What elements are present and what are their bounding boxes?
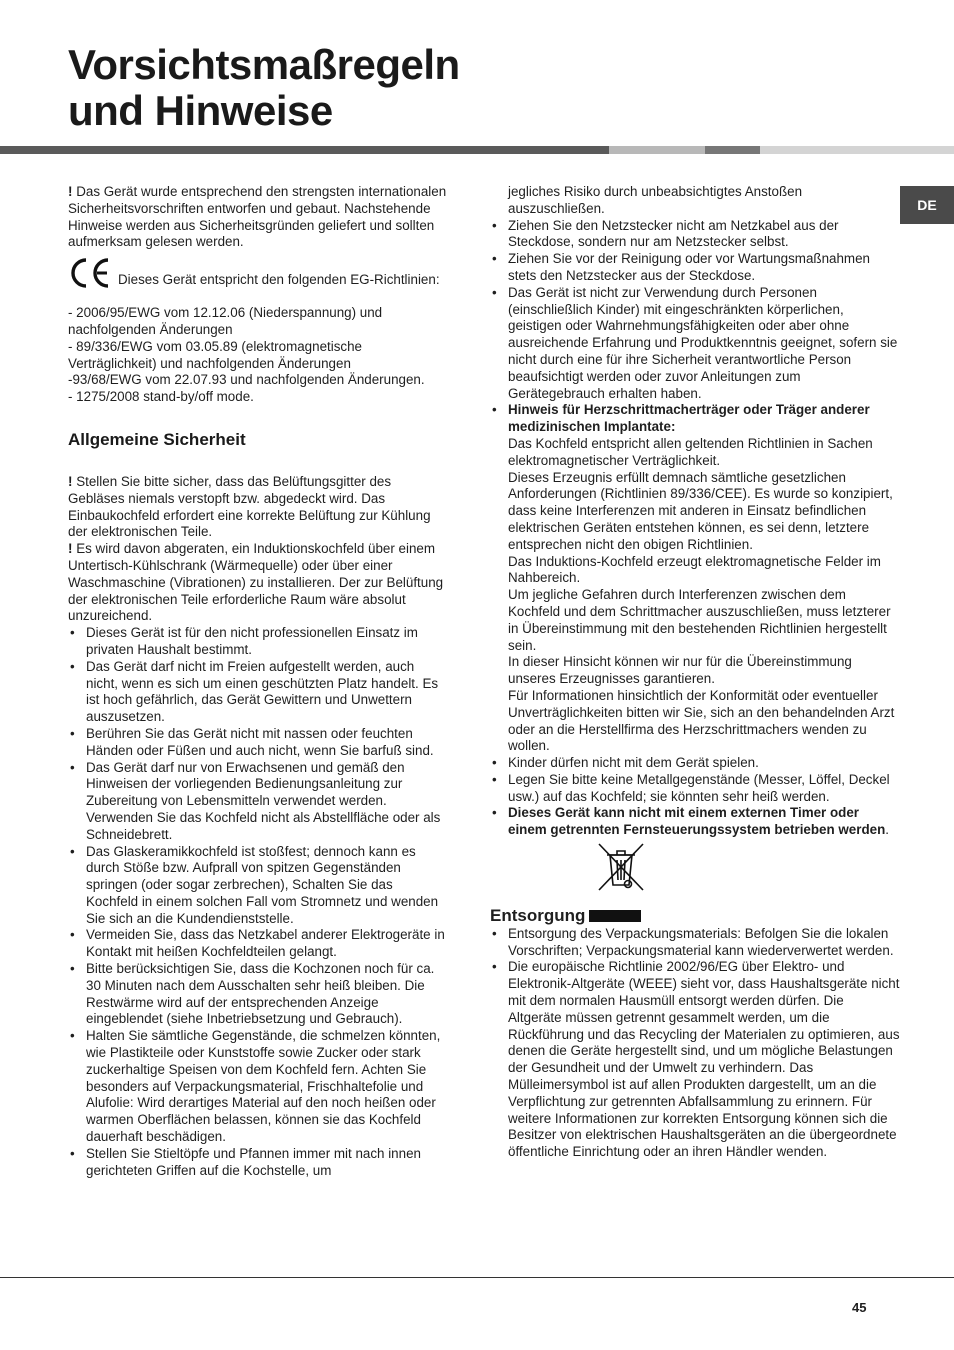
list-item: • Kinder dürfen nicht mit dem Gerät spielen. — [490, 755, 900, 772]
page-title — [68, 42, 460, 134]
list-item: • Ziehen Sie den Netzstecker nicht am Netzkabel aus der Steckdose, sondern nur am Netzstecker selbst. — [490, 218, 900, 252]
list-item: • Vermeiden Sie, dass das Netzkabel anderer Elektrogeräte in Kontakt mit heißen Kochfeldteilen gelangt. — [68, 927, 448, 961]
directive-4: - 1275/2008 stand-by/off mode. — [68, 389, 254, 405]
list-item: • Das Glaskeramikkochfeld ist stoßfest; dennoch kann es durch Stöße bzw. Aufprall von spitzen Gegenständen springen (oder sogar zerbrechen), Schalten Sie das Kochfeld in einem solchen Fall vom Stromnetz und wenden Sie sich an die Kundendienststelle. — [68, 844, 448, 928]
section-heading-safety: Allgemeine Sicherheit — [68, 429, 246, 449]
list-item: • Ziehen Sie vor der Reinigung oder vor Wartungsmaßnahmen stets den Netzstecker aus der Steckdose. — [490, 251, 900, 285]
ce-mark-icon — [68, 257, 112, 289]
section-heading-disposal: Entsorgung — [490, 906, 900, 926]
continued-text: jegliches Risiko durch unbeabsichtigtes Anstoßen auszuschließen. — [508, 184, 803, 216]
page-title-line-1: Vorsichtsmaßregeln — [68, 41, 460, 88]
directive-3: -93/68/EWG vom 22.07.93 und nachfolgenden Änderungen. — [68, 372, 425, 388]
pacemaker-para: Dieses Erzeugnis erfüllt demnach sämtliche gesetzlichen Anforderungen (Richtlinien 89/336/CEE). Es wurde so konzipiert, dass keine Interferenzen mit anderen in Einsatz befindlichen elektrischen Geräten entstehen können, es sei denn, letztere entsprechen nicht den obigen Richtlinien. — [508, 469, 893, 552]
left-column — [68, 184, 448, 1179]
safety-list-continued — [490, 218, 900, 839]
pacemaker-para: In dieser Hinsicht können wir nur für die Übereinstimmung unseres Erzeugnisses garantieren. — [508, 654, 852, 687]
header-rule-pale — [760, 146, 954, 154]
header-rule-mid — [705, 146, 760, 154]
list-item: • Halten Sie sämtliche Gegenstände, die schmelzen könnten, wie Plastikteile oder Kunststoffe sowie Zucker oder stark zuckerhaltige Speisen von dem Kochfeld fern. Achten Sie besonders auf Verpackungsmaterial, Frischhaltefolie und Alufolie: Wird derartiges Material auf den noch heißen oder warmen Oberflächen belassen, können sie das Kochfeld dauerhaft beschädigen. — [68, 1028, 448, 1146]
pacemaker-para: Das Induktions-Kochfeld erzeugt elektromagnetische Felder im Nahbereich. — [508, 553, 881, 586]
pacemaker-para: Das Kochfeld entspricht allen geltenden Richtlinien in Sachen elektromagnetischer Verträglichkeit. — [508, 435, 873, 468]
page-title-line-2: und Hinweise — [68, 87, 333, 134]
list-item: • Berühren Sie das Gerät nicht mit nassen oder feuchten Händen oder Füßen und auch nicht, wenn Sie barfuß sind. — [68, 726, 448, 760]
list-item: • Legen Sie bitte keine Metallgegenstände (Messer, Löffel, Deckel usw.) auf das Kochfeld; sie könnten sehr heiß werden. — [490, 772, 900, 806]
page-number: 45 — [852, 1300, 867, 1315]
language-tab[interactable]: DE — [900, 186, 954, 224]
directive-1: - 2006/95/EWG vom 12.12.06 (Niederspannung) und nachfolgenden Änderungen — [68, 305, 383, 337]
ce-text: Dieses Gerät entspricht den folgenden EG-Richtlinien: — [118, 272, 440, 288]
list-item: • Stellen Sie Stieltöpfe und Pfannen immer mit nach innen gerichteten Griffen auf die Kochstelle, um — [68, 1146, 448, 1180]
warning-installation: ! Es wird davon abgeraten, ein Induktionskochfeld über einem Untertisch-Kühlschrank (Wärmequelle) oder über einer Waschmaschine (Vibrationen) zu installieren. Der zur Belüftung der elektronischen Teile erforderliche Raum wäre absolut unzureichend. — [68, 541, 444, 624]
warning-ventilation: ! Stellen Sie bitte sicher, dass das Belüftungsgitter des Gebläses niemals verstopft bzw. abgedeckt wird. Das Einbaukochfeld erfordert eine korrekte Belüftung zur Kühlung der elektronischen Teile. — [68, 473, 431, 540]
directive-2: - 89/336/EWG vom 03.05.89 (elektromagnetische Verträglichkeit) und nachfolgenden Änderungen — [68, 338, 362, 371]
list-item: • Bitte berücksichtigen Sie, dass die Kochzonen noch für ca. 30 Minuten nach dem Ausschalten sehr heiß bleiben. Die Restwärme wird auf der entsprechenden Anzeige eingeblendet (siehe Inbetriebsetzung und Gebrauch). — [68, 961, 448, 1028]
footer-rule — [0, 1277, 954, 1278]
ce-paragraph — [68, 257, 448, 289]
disposal-list — [490, 926, 900, 1161]
list-item: • Die europäische Richtlinie 2002/96/EG über Elektro- und Elektronik-Altgeräte (WEEE) sieht vor, dass Haushaltsgeräte nicht mit dem normalen Hausmüll entsorgt werden dürfen. Die Altgeräte müssen getrennt gesammelt werden, um die Rückführung und das Recycling der Materialen zu optimieren, aus denen die Geräte hergestellt sind, und um mögliche Belastungen der Gesundheit und der Umwelt zu verhindern. Das Mülleimersymbol ist auf allen Produkten dargestellt, um an die Verpflichtung zur getrennten Abfallsammlung zu erinnern. Für weitere Informationen zur korrekten Entsorgung können sich die Besitzer von elektrischen Haushaltsgeräten an die übergeordnete öffentliche Einrichtung oder an ihren Händler wenden. — [490, 959, 900, 1161]
header-rule-dark — [0, 146, 609, 154]
list-item-pacemaker — [490, 402, 900, 755]
list-item: • Das Gerät ist nicht zur Verwendung durch Personen (einschließlich Kinder) mit eingeschränkten körperlichen, geistigen oder Wahrnehmungsfähigkeiten oder aber ohne ausreichende Erfahrung und Produktkenntnis geeignet, sofern sie nicht durch eine für ihre Sicherheit verantwortliche Person beaufsichtigt werden oder zuvor Anleitungen zum Gerätegebrauch erhalten haben. — [490, 285, 900, 403]
weee-bin-icon — [596, 841, 646, 893]
list-item: • Dieses Gerät ist für den nicht professionellen Einsatz im privaten Haushalt bestimmt. — [68, 625, 448, 659]
list-item: • Entsorgung des Verpackungsmaterials: Befolgen Sie die lokalen Vorschriften; Verpackungsmaterial kann wiederverwertet werden. — [490, 926, 900, 960]
pacemaker-para: Um jegliche Gefahren durch Interferenzen zwischen dem Kochfeld und dem Schrittmacher auszuschließen, muss letzterer in Übereinstimmung mit den bestehenden Richtlinien hergestellt sein. — [508, 587, 891, 653]
header-rule-light — [609, 146, 705, 154]
warning-mark: ! — [68, 184, 73, 199]
list-item: • Das Gerät darf nur von Erwachsenen und gemäß den Hinweisen der vorliegenden Bedienungsanleitung zur Zubereitung von Lebensmitteln verwendet werden. Verwenden Sie das Kochfeld nicht als Abstellfläche oder als Schneidebrett. — [68, 760, 448, 844]
pacemaker-para: Für Informationen hinsichtlich der Konformität oder eventueller Unverträglichkeiten bitten wir Sie, sich an den behandelnden Arzt oder an die Herstellfirma des Herzschrittmachers wenden zu wollen. — [508, 687, 895, 754]
safety-list — [68, 625, 448, 1179]
pacemaker-heading: Hinweis für Herzschrittmacherträger oder Träger anderer medizinischen Implantate: — [508, 402, 870, 435]
list-item-timer: • Dieses Gerät kann nicht mit einem externen Timer oder einem getrennten Fernsteuerungssystem betrieben werden. — [490, 805, 900, 839]
list-item: • Das Gerät darf nicht im Freien aufgestellt werden, auch nicht, wenn es sich um einen geschützten Platz handelt. Es ist hoch gefährlich, das Gerät Gewittern und Unwettern auszusetzen. — [68, 659, 448, 726]
intro-paragraph: ! Das Gerät wurde entsprechend den strengsten internationalen Sicherheitsvorschriften entworfen und gebaut. Nachstehende Hinweise werden aus Sicherheitsgründen geliefert und sollten aufmerksam gelesen werden. — [68, 184, 447, 250]
heading-bar — [589, 910, 641, 922]
right-column — [490, 184, 900, 1161]
